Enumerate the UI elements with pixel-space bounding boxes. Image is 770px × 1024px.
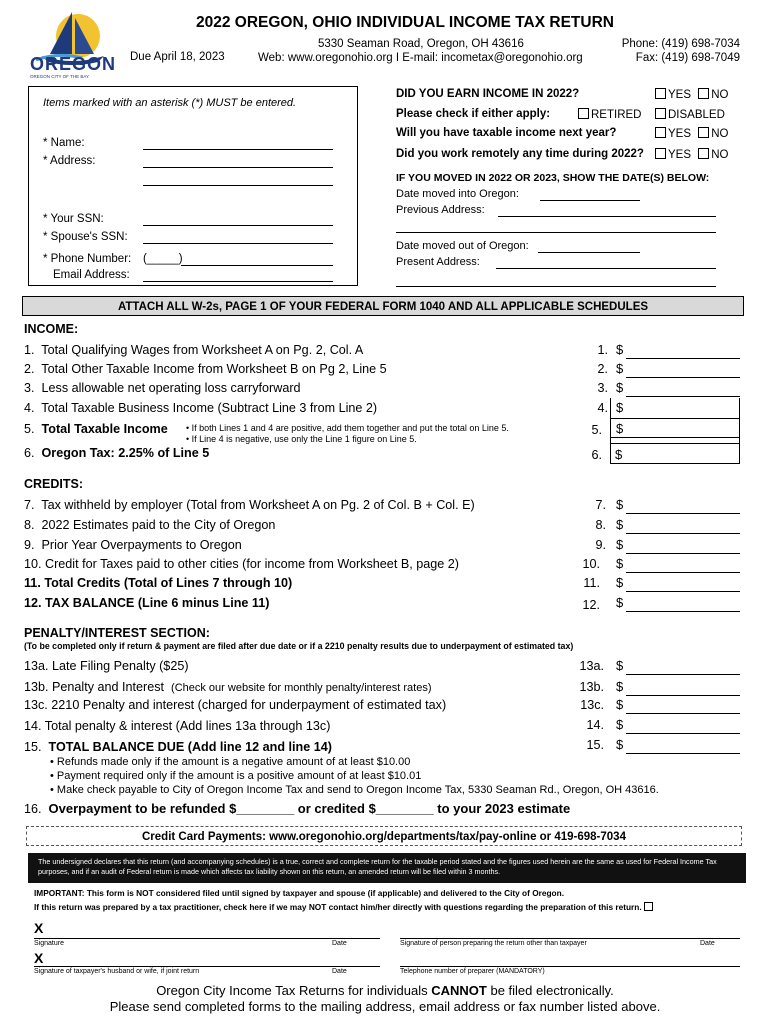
line-number: 4. — [597, 401, 608, 415]
line-5-amount[interactable] — [610, 418, 740, 438]
line-number: 10. — [582, 557, 600, 571]
signature-label: Signature — [34, 940, 64, 947]
no-label: NO — [711, 89, 729, 101]
earn-income-no-checkbox[interactable] — [698, 88, 709, 99]
credit-card-box — [26, 826, 742, 846]
preparer-signature-label: Signature of person preparing the return other than taxpayer — [400, 940, 587, 947]
yes-label: YES — [668, 149, 692, 161]
ssn-label: * Your SSN: — [43, 213, 104, 225]
penalty-line-15: 15. TOTAL BALANCE DUE (Add line 12 and line 14) — [24, 740, 332, 754]
penalty-line-13c: 13c. 2210 Penalty and interest (charged for underpayment of estimated tax) — [24, 698, 447, 712]
required-note: Items marked with an asterisk (*) MUST be entered. — [43, 97, 297, 109]
line-number: 1. — [597, 343, 608, 357]
footer-electronic-note: Oregon City Income Tax Returns for individuals CANNOT be filed electronically. — [156, 983, 614, 998]
line-number: 2. — [597, 362, 608, 376]
penalty-heading: PENALTY/INTEREST SECTION: — [24, 626, 210, 640]
line-9-amount[interactable] — [626, 537, 740, 554]
penalty-note: (To be completed only if return & payment are filed after due date or if a 2210 penalty results due to underpayment of estimated tax) — [24, 641, 574, 651]
line-5-note-2: • If Line 4 is negative, use only the Line 1 figure on Line 5. — [186, 434, 417, 444]
refund-bullet-2: • Payment required only if the amount is a positive amount of at least $10.01 — [50, 770, 422, 782]
form-title: 2022 OREGON, OHIO INDIVIDUAL INCOME TAX RETURN — [196, 14, 614, 31]
earn-income-yes-checkbox[interactable] — [655, 88, 666, 99]
important-text: IMPORTANT: This form is NOT considered filed until signed by taxpayer and spouse (if applicable) and delivered to the City of Oregon. — [34, 888, 564, 898]
preparer-phone-label: Telephone number of preparer (MANDATORY) — [400, 968, 545, 975]
sign-x-1: X — [34, 920, 44, 936]
no-contact-checkbox[interactable] — [644, 902, 653, 911]
penalty-line-14: 14. Total penalty & interest (Add lines 13a through 13c) — [24, 719, 331, 733]
line-2-amount[interactable] — [626, 361, 740, 378]
dollar-sign: $ — [616, 717, 624, 732]
spouse-signature-label: Signature of taxpayer's husband or wife, if joint return — [34, 968, 200, 975]
moved-out-field[interactable] — [538, 252, 640, 253]
taxpayer-signature-field[interactable] — [34, 938, 380, 939]
office-phone: Phone: (419) 698-7034 — [621, 38, 740, 50]
preparer-phone-field[interactable] — [400, 966, 740, 967]
moved-into-label: Date moved into Oregon: — [396, 188, 519, 200]
dollar-sign: $ — [616, 380, 624, 395]
credit-line-8: 8. 2022 Estimates paid to the City of Oregon — [24, 518, 276, 532]
name-field[interactable] — [143, 149, 333, 150]
line-number: 8. — [595, 518, 606, 532]
income-line-6: 6. Oregon Tax: 2.25% of Line 5 — [24, 446, 210, 460]
no-label: NO — [711, 149, 729, 161]
attach-banner — [22, 296, 744, 316]
line-11-amount[interactable] — [626, 575, 740, 592]
dollar-sign: $ — [616, 537, 624, 552]
dollar-sign: $ — [616, 575, 624, 590]
earn-income-question: DID YOU EARN INCOME IN 2022? — [396, 88, 580, 100]
date-label-3: Date — [332, 968, 347, 975]
taxpayer-info-box — [28, 86, 358, 286]
next-year-no-checkbox[interactable] — [698, 127, 709, 138]
refund-bullet-3: • Make check payable to City of Oregon Income Tax and send to Oregon Income Tax, 5330 Seaman Rd., Oregon, OH 43616. — [50, 784, 659, 796]
spouse-ssn-label: * Spouse's SSN: — [43, 231, 128, 243]
no-label: NO — [711, 128, 729, 140]
dollar-sign: $ — [616, 497, 624, 512]
taxable-next-year-question: Will you have taxable income next year? — [396, 127, 617, 139]
previous-address-field-2[interactable] — [396, 232, 716, 233]
penalty-line-13b: 13b. Penalty and Interest (Check our website for monthly penalty/interest rates) — [24, 680, 432, 694]
line-number: 6. — [591, 448, 602, 462]
line-10-amount[interactable] — [626, 556, 740, 573]
income-heading: INCOME: — [24, 322, 79, 336]
line-15-amount[interactable] — [626, 737, 740, 754]
line-number: 14. — [586, 718, 604, 732]
line-number: 11. — [583, 576, 600, 590]
line-number: 12. — [582, 598, 600, 612]
income-line-1: 1. Total Qualifying Wages from Worksheet A on Pg. 2, Col. A — [24, 343, 364, 357]
remote-yes-checkbox[interactable] — [655, 148, 666, 159]
dollar-sign: $ — [616, 556, 624, 571]
credit-card-text[interactable]: Credit Card Payments: www.oregonohio.org/departments/tax/pay-online or 419-698-7034 — [142, 831, 626, 843]
credit-line-9: 9. Prior Year Overpayments to Oregon — [24, 538, 242, 552]
moved-heading: IF YOU MOVED IN 2022 OR 2023, SHOW THE DATE(S) BELOW: — [396, 172, 710, 184]
retired-label: RETIRED — [591, 109, 642, 121]
sign-x-2: X — [34, 950, 44, 966]
office-web-email: Web: www.oregonohio.org I E-mail: incometax@oregonohio.org — [258, 52, 583, 64]
line-5-note-1: • If both Lines 1 and 4 are positive, add them together and put the total on Line 5. — [186, 423, 509, 433]
credit-line-11: 11. Total Credits (Total of Lines 7 through 10) — [24, 576, 293, 590]
office-fax: Fax: (419) 698-7049 — [635, 52, 740, 64]
dollar-sign: $ — [616, 595, 624, 610]
credits-heading: CREDITS: — [24, 477, 84, 491]
dollar-sign: $ — [616, 342, 624, 357]
previous-address-field-1[interactable] — [498, 216, 716, 217]
dollar-sign: $ — [616, 658, 624, 673]
line-number: 13a. — [579, 659, 604, 673]
address-field-2[interactable] — [143, 185, 333, 186]
present-address-field-1[interactable] — [496, 268, 716, 269]
email-label: Email Address: — [53, 269, 130, 281]
income-line-5: 5. Total Taxable Income — [24, 422, 168, 436]
line-number: 7. — [595, 498, 606, 512]
line-6-amount[interactable] — [610, 443, 740, 464]
dollar-sign: $ — [616, 421, 624, 436]
phone-area-code[interactable]: (_____) — [143, 253, 183, 265]
check-apply-question: Please check if either apply: — [396, 108, 551, 120]
penalty-line-13a: 13a. Late Filing Penalty ($25) — [24, 659, 189, 673]
logo-text: OREGON — [30, 54, 117, 74]
remote-no-checkbox[interactable] — [698, 148, 709, 159]
declaration-box — [28, 853, 746, 883]
dollar-sign: $ — [616, 679, 624, 694]
name-label: * Name: — [43, 137, 85, 149]
moved-into-field[interactable] — [540, 200, 640, 201]
date-label: Date — [332, 940, 347, 947]
dollar-sign: $ — [616, 400, 624, 415]
moved-out-label: Date moved out of Oregon: — [396, 240, 529, 252]
disabled-label: DISABLED — [668, 109, 725, 121]
line-3-amount[interactable] — [626, 380, 740, 397]
city-logo — [28, 8, 116, 78]
income-line-3: 3. Less allowable net operating loss carryforward — [24, 381, 301, 395]
present-address-label: Present Address: — [396, 256, 480, 268]
previous-address-label: Previous Address: — [396, 204, 485, 216]
dollar-sign: $ — [615, 447, 623, 462]
line-number: 9. — [595, 538, 606, 552]
line-13c-amount[interactable] — [626, 697, 740, 714]
date-label-2: Date — [700, 940, 715, 947]
credit-line-12: 12. TAX BALANCE (Line 6 minus Line 11) — [24, 596, 270, 610]
ssn-field[interactable] — [143, 225, 333, 226]
preparer-check-text: If this return was prepared by a tax practitioner, check here if we may NOT contact him/her directly with questions regarding the preparation of this return. — [34, 902, 655, 912]
footer-mailing-note: Please send completed forms to the mailing address, email address or fax number listed above. — [109, 999, 661, 1014]
declaration-text: The undersigned declares that this return (and accompanying schedules) is a true, correct and complete return for the taxable period stated and the figures used herein are the same as used for Federal Income Tax purposes, and if an audit of Federal return is made which affects tax liability shown on this return, an amended return will be filed within 3 months. — [38, 857, 717, 876]
credit-line-7: 7. Tax withheld by employer (Total from Worksheet A on Pg. 2 of Col. B + Col. E) — [24, 498, 475, 512]
remote-work-question: Did you work remotely any time during 2022? — [396, 148, 644, 160]
present-address-field-2[interactable] — [396, 286, 716, 287]
spouse-ssn-field[interactable] — [143, 243, 333, 244]
line-7-amount[interactable] — [626, 497, 740, 514]
phone-label: * Phone Number: — [43, 253, 132, 265]
logo-subtext: OREGON CITY OF THE BAY — [30, 74, 90, 79]
yes-label: YES — [668, 89, 692, 101]
dollar-sign: $ — [616, 697, 624, 712]
line-number: 15. — [586, 738, 604, 752]
retired-checkbox[interactable] — [578, 108, 589, 119]
dollar-sign: $ — [616, 737, 624, 752]
line-number: 13b. — [579, 680, 604, 694]
address-field-1[interactable] — [143, 167, 333, 168]
line-8-amount[interactable] — [626, 517, 740, 534]
line-number: 5. — [591, 423, 602, 437]
line-13a-amount[interactable] — [626, 658, 740, 675]
credit-line-10: 10. Credit for Taxes paid to other cities (for income from Worksheet B, page 2) — [24, 557, 459, 571]
yes-label: YES — [668, 128, 692, 140]
attach-text: ATTACH ALL W-2s, PAGE 1 OF YOUR FEDERAL FORM 1040 AND ALL APPLICABLE SCHEDULES — [117, 301, 649, 313]
line-16: 16. Overpayment to be refunded $________ or credited $________ to your 2023 estimate — [24, 801, 571, 816]
spouse-signature-field[interactable] — [34, 966, 380, 967]
email-field[interactable] — [143, 281, 333, 282]
line-13b-amount[interactable] — [626, 679, 740, 696]
dollar-sign: $ — [616, 517, 624, 532]
due-date: Due April 18, 2023 — [130, 51, 225, 63]
line-1-amount[interactable] — [626, 342, 740, 359]
refund-bullet-1: • Refunds made only if the amount is a negative amount of at least $10.00 — [50, 756, 411, 768]
line-14-amount[interactable] — [626, 717, 740, 734]
line-number: 3. — [597, 381, 608, 395]
income-line-4: 4. Total Taxable Business Income (Subtract Line 3 from Line 2) — [24, 401, 378, 415]
preparer-signature-field[interactable] — [400, 938, 740, 939]
line-number: 13c. — [580, 698, 604, 712]
disabled-checkbox[interactable] — [655, 108, 666, 119]
line-12-amount[interactable] — [626, 595, 740, 612]
office-address: 5330 Seaman Road, Oregon, OH 43616 — [318, 38, 524, 50]
phone-field[interactable] — [181, 265, 333, 266]
income-line-2: 2. Total Other Taxable Income from Worksheet B on Pg 2, Line 5 — [24, 362, 387, 376]
address-label: * Address: — [43, 155, 96, 167]
dollar-sign: $ — [616, 361, 624, 376]
next-year-yes-checkbox[interactable] — [655, 127, 666, 138]
